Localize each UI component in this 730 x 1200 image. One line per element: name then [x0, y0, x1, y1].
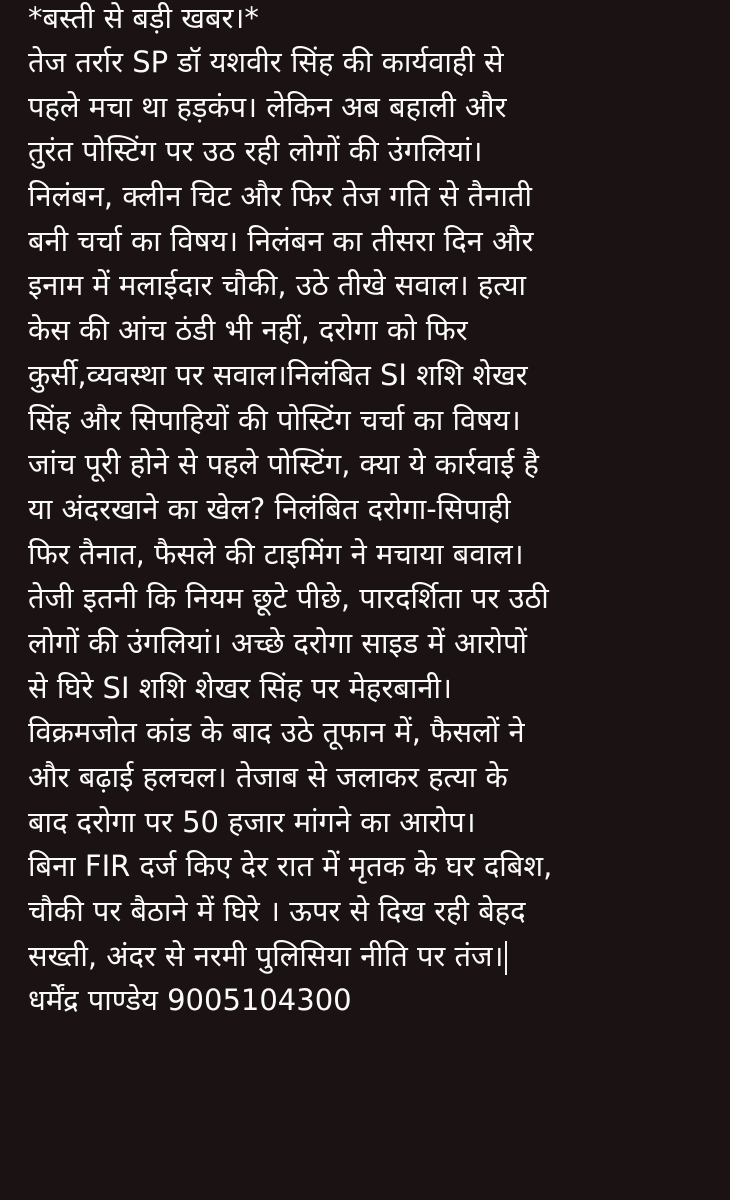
message-line: तुरंत पोस्टिंग पर उठ रही लोगों की उंगलियां।: [28, 134, 483, 169]
message-line: बिना FIR दर्ज किए देर रात में मृतक के घर दबिश,: [28, 849, 553, 884]
message-line: बनी चर्चा का विषय। निलंबन का तीसरा दिन और: [28, 223, 534, 258]
message-line: बाद दरोगा पर 50 हजार मांगने का आरोप।: [28, 804, 476, 839]
message-line: लोगों की उंगलियां। अच्छे दरोगा साइड में आरोपों: [28, 625, 528, 660]
message-line: केस की आंच ठंडी भी नहीं, दरोगा को फिर: [28, 313, 468, 348]
message-text[interactable]: [28, 0, 718, 1023]
message-line: इनाम में मलाईदार चौकी, उठे तीखे सवाल। हत्या: [28, 268, 527, 303]
message-line-with-cursor: [28, 934, 718, 979]
message-line: जांच पूरी होने से पहले पोस्टिंग, क्या ये कार्रवाई है: [28, 447, 539, 482]
message-line: कुर्सी,व्यवस्था पर सवाल।निलंबित SI शशि शेखर: [28, 357, 528, 392]
message-line: फिर तैनात, फैसले की टाइमिंग ने मचाया बवाल।: [28, 536, 524, 571]
text-cursor: [505, 941, 507, 975]
message-line: से घिरे SI शशि शेखर सिंह पर मेहरबानी।: [28, 670, 452, 705]
message-line-text: सख्ती, अंदर से नरमी पुलिसिया नीति पर तंज।: [28, 938, 504, 973]
message-line: सिंह और सिपाहियों की पोस्टिंग चर्चा का विषय।: [28, 402, 521, 437]
message-line: और बढ़ाई हलचल। तेजाब से जलाकर हत्या के: [28, 760, 508, 794]
message-line: पहले मचा था हड़कंप। लेकिन अब बहाली और: [28, 89, 507, 124]
message-line: निलंबन, क्लीन चिट और फिर तेज गति से तैनाती: [28, 179, 532, 214]
message-headline: *बस्ती से बड़ी खबर।*: [28, 1, 259, 35]
message-line: तेज तर्रार SP डॉ यशवीर सिंह की कार्यवाही से: [28, 45, 504, 79]
message-line: या अंदरखाने का खेल? निलंबित दरोगा-सिपाही: [28, 491, 511, 526]
message-line: चौकी पर बैठाने में घिरे । ऊपर से दिख रही बेहद: [28, 894, 526, 929]
message-line: विक्रमजोत कांड के बाद उठे तूफान में, फैसलों ने: [28, 715, 525, 750]
message-line: तेजी इतनी कि नियम छूटे पीछे, पारदर्शिता पर उठी: [28, 581, 549, 616]
message-signature: धर्मेंद्र पाण्डेय 9005104300: [28, 983, 352, 1018]
